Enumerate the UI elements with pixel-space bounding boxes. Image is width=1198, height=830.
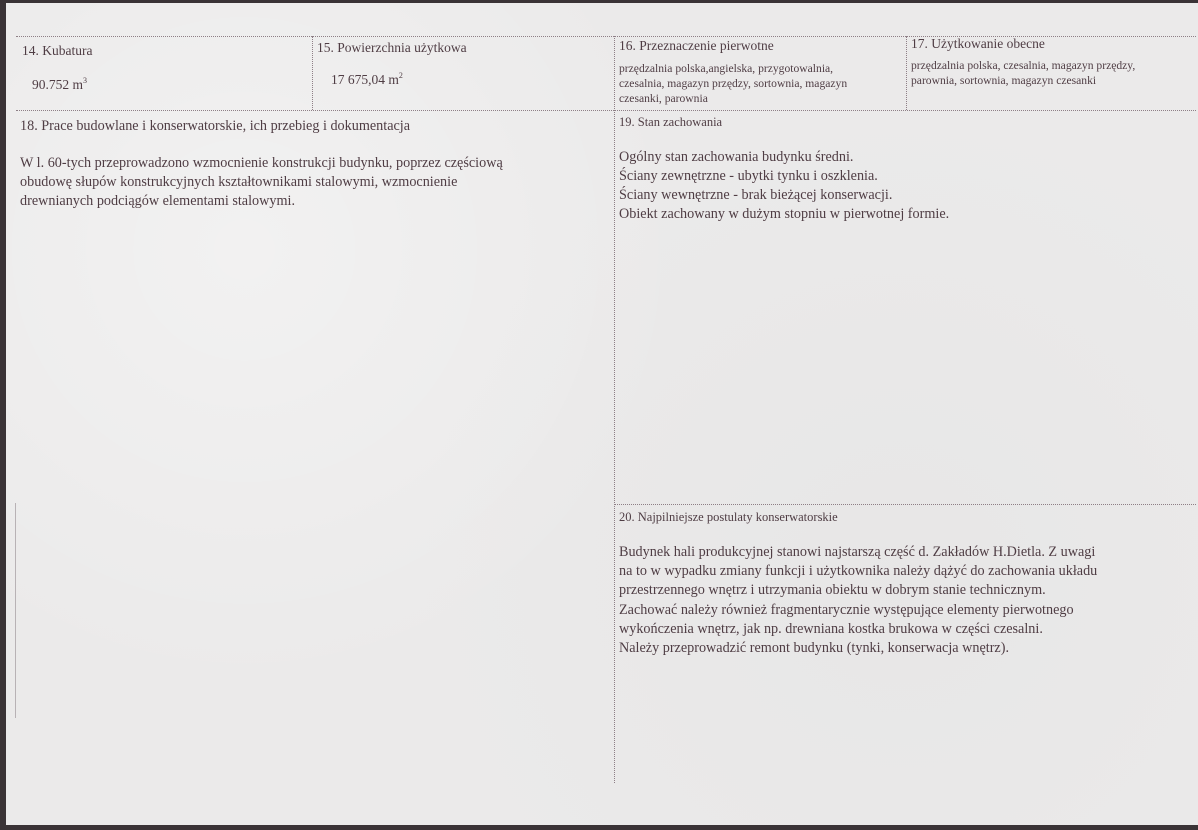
field-16-line: czesanki, parownia — [619, 92, 708, 105]
field-19-line: Ściany wewnętrzne - brak bieżącej konserwacji. — [619, 187, 893, 203]
field-20-line: na to w wypadku zmiany funkcji i użytkownika należy dążyć do zachowania układu — [619, 563, 1098, 580]
field-15-value-text: 17 675,04 m — [331, 72, 399, 87]
field-18-prace-budowlane — [18, 113, 612, 803]
field-14-unit-exponent: 3 — [83, 76, 88, 85]
field-14-label: 14. Kubatura — [22, 43, 93, 58]
field-20-content — [619, 543, 1097, 658]
field-17-line: przędzalnia polska, czesalnia, magazyn przędzy, — [911, 59, 1136, 72]
field-16-content — [619, 61, 847, 106]
field-17-label: 17. Użytkowanie obecne — [911, 36, 1045, 51]
field-16-przeznaczenie-pierwotne — [617, 37, 905, 109]
field-20-line: Należy przeprowadzić remont budynku (tynki, konserwacja wnętrz). — [619, 640, 1010, 657]
field-20-line: Budynek hali produkcyjnej stanowi najstarszą część d. Zakładów H.Dietla. Z uwagi — [619, 544, 1096, 560]
field-15-powierzchnia — [315, 37, 611, 109]
field-20-line: przestrzennego wnętrz i utrzymania obiektu w dobrym stanie technicznym. — [619, 582, 1046, 599]
rule-row1-bottom — [16, 110, 1196, 111]
page-edge-mark — [15, 503, 16, 718]
field-17-line: parownia, sortownia, magazyn czesanki — [911, 74, 1097, 87]
field-15-value — [331, 71, 403, 88]
field-14-kubatura — [20, 39, 310, 109]
field-18-line: W l. 60-tych przeprowadzono wzmocnienie konstrukcji budynku, poprzez częściową — [20, 155, 503, 171]
field-17-uzytkowanie-obecne — [909, 37, 1197, 109]
field-19-line: Ogólny stan zachowania budynku średni. — [619, 149, 854, 165]
field-20-line: wykończenia wnętrz, jak np. drewniana kostka brukowa w części czesalni. — [619, 620, 1043, 637]
field-20-label: 20. Najpilniejsze postulaty konserwatorskie — [619, 510, 838, 524]
field-19-line: Ściany zewnętrzne - ubytki tynku i oszklenia. — [619, 168, 878, 184]
rule-v-15-16 — [614, 36, 615, 783]
field-18-label: 18. Prace budowlane i konserwatorskie, ich przebieg i dokumentacja — [20, 118, 411, 134]
rule-section20-top — [615, 504, 1196, 505]
field-19-label: 19. Stan zachowania — [619, 115, 723, 129]
field-20-postulaty-konserwatorskie — [617, 506, 1198, 796]
field-20-line: Zachować należy również fragmentarycznie występujące elementy pierwotnego — [619, 601, 1074, 618]
field-14-value-text: 90.752 m — [32, 77, 84, 92]
field-18-content — [20, 154, 503, 211]
field-18-line: obudowę słupów konstrukcyjnych kształtownikami stalowymi, wzmocnienie — [20, 174, 458, 190]
field-16-line: przędzalnia polska,angielska, przygotowalnia, — [619, 62, 834, 75]
field-15-unit-exponent: 2 — [398, 71, 403, 80]
rule-v-14-15 — [312, 36, 313, 110]
field-19-stan-zachowania — [617, 113, 1197, 503]
rule-v-16-17 — [906, 36, 907, 110]
field-15-label: 15. Powierzchnia użytkowa — [317, 40, 467, 55]
field-14-value — [32, 76, 87, 93]
field-19-line: Obiekt zachowany w dużym stopniu w pierwotnej formie. — [619, 206, 950, 222]
scanned-form-page — [6, 3, 1198, 825]
field-17-content — [911, 58, 1135, 88]
field-16-label: 16. Przeznaczenie pierwotne — [619, 38, 774, 53]
field-18-line: drewnianych podciągów elementami stalowymi. — [20, 193, 296, 209]
field-19-content — [619, 148, 949, 224]
field-16-line: czesalnia, magazyn przędzy, sortownia, magazyn — [619, 77, 848, 90]
